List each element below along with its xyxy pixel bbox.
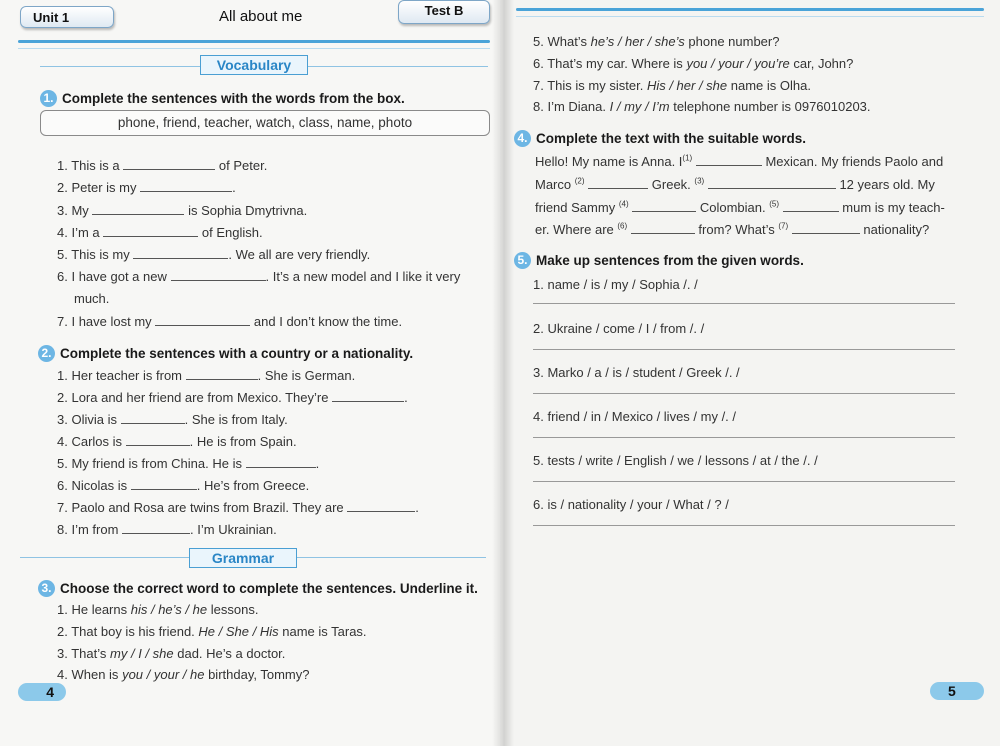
blank[interactable] bbox=[696, 153, 762, 166]
ex5-number: 5. bbox=[514, 252, 531, 269]
blank[interactable] bbox=[186, 367, 258, 380]
ex5-item-3: 3. Marko / a / is / student / Greek /. / bbox=[533, 365, 740, 380]
grammar-label: Grammar bbox=[189, 548, 297, 568]
ex2-heading: Complete the sentences with a country or a nationality. bbox=[60, 346, 414, 361]
blank[interactable] bbox=[140, 179, 232, 192]
ex1-item-5: 5. This is my . We all are very friendly. bbox=[57, 247, 371, 262]
ex3-header bbox=[38, 580, 478, 598]
ex1-header bbox=[40, 90, 405, 108]
vocabulary-label: Vocabulary bbox=[200, 55, 308, 75]
blank[interactable] bbox=[332, 389, 404, 402]
ex2-item-5: 5. My friend is from China. He is . bbox=[57, 456, 320, 471]
ex3-item-5: 5. What’s he’s / her / she’s phone number? bbox=[533, 34, 780, 49]
blank[interactable] bbox=[708, 176, 836, 189]
ex3-heading: Choose the correct word to complete the sentences. Underline it. bbox=[60, 581, 478, 596]
ex4-line-4: er. Where are $^{(6)}$ from? What’s $^{(7)}$ nationality? bbox=[535, 221, 930, 237]
ex4-line-1: Hello! My name is Anna. $I^{(1)}$ Mexican. My friends Paolo and bbox=[535, 153, 944, 169]
page-number-left: 4 bbox=[18, 683, 66, 701]
ex3-item-7: 7. This is my sister. His / her / she name is Olha. bbox=[533, 78, 811, 93]
ex2-item-7: 7. Paolo and Rosa are twins from Brazil. They are . bbox=[57, 500, 419, 515]
word-box: phone, friend, teacher, watch, class, name, photo bbox=[40, 110, 490, 136]
ex1-item-3: 3. My is Sophia Dmytrivna. bbox=[57, 203, 308, 218]
ex3-number: 3. bbox=[38, 580, 55, 597]
page-title: All about me bbox=[219, 8, 303, 25]
ex2-item-1: 1. Her teacher is from . She is German. bbox=[57, 368, 356, 383]
header-rule-right-thin bbox=[516, 16, 984, 17]
blank[interactable] bbox=[92, 202, 184, 215]
word-options[interactable]: you / your / you’re bbox=[686, 56, 790, 71]
answer-line[interactable] bbox=[533, 303, 955, 304]
ex3-item-1: 1. He learns his / he’s / he lessons. bbox=[57, 602, 259, 617]
ex4-number: 4. bbox=[514, 130, 531, 147]
word-options[interactable]: I / my / I’m bbox=[609, 99, 670, 114]
header-rule-right bbox=[516, 8, 984, 11]
ex4-line-2: Marco $^{(2)}$ Greek. $^{(3)}$ 12 years old. My bbox=[535, 176, 935, 192]
unit-tab: Unit 1 bbox=[20, 6, 114, 28]
ex1-item-7: 7. I have lost my and I don’t know the time. bbox=[57, 314, 403, 329]
ex2-item-2: 2. Lora and her friend are from Mexico. They’re . bbox=[57, 390, 408, 405]
ex2-number: 2. bbox=[38, 345, 55, 362]
ex5-item-2: 2. Ukraine / come / I / from /. / bbox=[533, 321, 705, 336]
header-rule-thin bbox=[18, 48, 490, 49]
ex1-heading: Complete the sentences with the words from the box. bbox=[62, 91, 405, 106]
word-options[interactable]: he’s / her / she’s bbox=[590, 34, 685, 49]
answer-line[interactable] bbox=[533, 393, 955, 394]
blank[interactable] bbox=[123, 157, 215, 170]
blank[interactable] bbox=[121, 411, 185, 424]
ex3-item-8: 8. I’m Diana. I / my / I’m telephone number is 0976010203. bbox=[533, 99, 871, 114]
ex2-item-3: 3. Olivia is . She is from Italy. bbox=[57, 412, 288, 427]
ex5-item-4: 4. friend / in / Mexico / lives / my /. / bbox=[533, 409, 737, 424]
answer-line[interactable] bbox=[533, 349, 955, 350]
blank[interactable] bbox=[133, 246, 228, 259]
ex5-item-1: 1. name / is / my / Sophia /. / bbox=[533, 277, 698, 292]
blank[interactable] bbox=[131, 477, 197, 490]
word-options[interactable]: His / her / she bbox=[646, 78, 728, 93]
ex5-header bbox=[514, 252, 804, 270]
ex4-header bbox=[514, 130, 806, 148]
ex3-item-6: 6. That’s my car. Where is you / your / you’re car, John? bbox=[533, 56, 854, 71]
blank[interactable] bbox=[631, 221, 695, 234]
blank[interactable] bbox=[126, 433, 190, 446]
answer-line[interactable] bbox=[533, 437, 955, 438]
ex3-item-3: 3. That’s my / I / she dad. He’s a doctor. bbox=[57, 646, 286, 661]
blank[interactable] bbox=[155, 313, 250, 326]
ex1-item-6-cont: much. bbox=[74, 291, 110, 306]
test-tab: Test B bbox=[398, 0, 490, 24]
word-options[interactable]: you / your / he bbox=[122, 667, 205, 682]
blank[interactable] bbox=[103, 224, 198, 237]
ex1-item-2: 2. Peter is my . bbox=[57, 180, 236, 195]
ex3-item-2: 2. That boy is his friend. He / She / His name is Taras. bbox=[57, 624, 367, 639]
ex1-item-1: 1. This is a of Peter. bbox=[57, 158, 268, 173]
blank[interactable] bbox=[588, 176, 648, 189]
ex1-number: 1. bbox=[40, 90, 57, 107]
ex4-line-3: friend Sammy $^{(4)}$ Colombian. $^{(5)}$ mum is my teach- bbox=[535, 199, 945, 215]
ex2-item-6: 6. Nicolas is . He’s from Greece. bbox=[57, 478, 310, 493]
right-page bbox=[500, 0, 1000, 746]
book-spine bbox=[492, 0, 514, 746]
blank[interactable] bbox=[792, 221, 860, 234]
ex4-heading: Complete the text with the suitable words. bbox=[536, 131, 807, 146]
ex2-item-8: 8. I’m from . I’m Ukrainian. bbox=[57, 522, 277, 537]
header-rule bbox=[18, 40, 490, 43]
blank[interactable] bbox=[783, 199, 839, 212]
answer-line[interactable] bbox=[533, 481, 955, 482]
ex2-header bbox=[38, 345, 413, 363]
ex2-item-4: 4. Carlos is . He is from Spain. bbox=[57, 434, 297, 449]
ex1-item-4: 4. I’m a of English. bbox=[57, 225, 263, 240]
blank[interactable] bbox=[246, 455, 316, 468]
ex1-item-6: 6. I have got a new . It’s a new model and I like it very bbox=[57, 269, 461, 284]
ex5-item-5: 5. tests / write / English / we / lessons / at / the /. / bbox=[533, 453, 818, 468]
word-options[interactable]: his / he’s / he bbox=[130, 602, 208, 617]
blank[interactable] bbox=[632, 199, 696, 212]
blank[interactable] bbox=[122, 521, 190, 534]
answer-line[interactable] bbox=[533, 525, 955, 526]
ex5-heading: Make up sentences from the given words. bbox=[536, 253, 804, 268]
ex5-item-6: 6. is / nationality / your / What / ? / bbox=[533, 497, 729, 512]
word-options[interactable]: He / She / His bbox=[198, 624, 279, 639]
blank[interactable] bbox=[347, 499, 415, 512]
word-options[interactable]: my / I / she bbox=[110, 646, 174, 661]
ex3-item-4: 4. When is you / your / he birthday, Tommy? bbox=[57, 667, 310, 682]
blank[interactable] bbox=[171, 268, 266, 281]
page-number-right: 5 bbox=[930, 682, 984, 700]
